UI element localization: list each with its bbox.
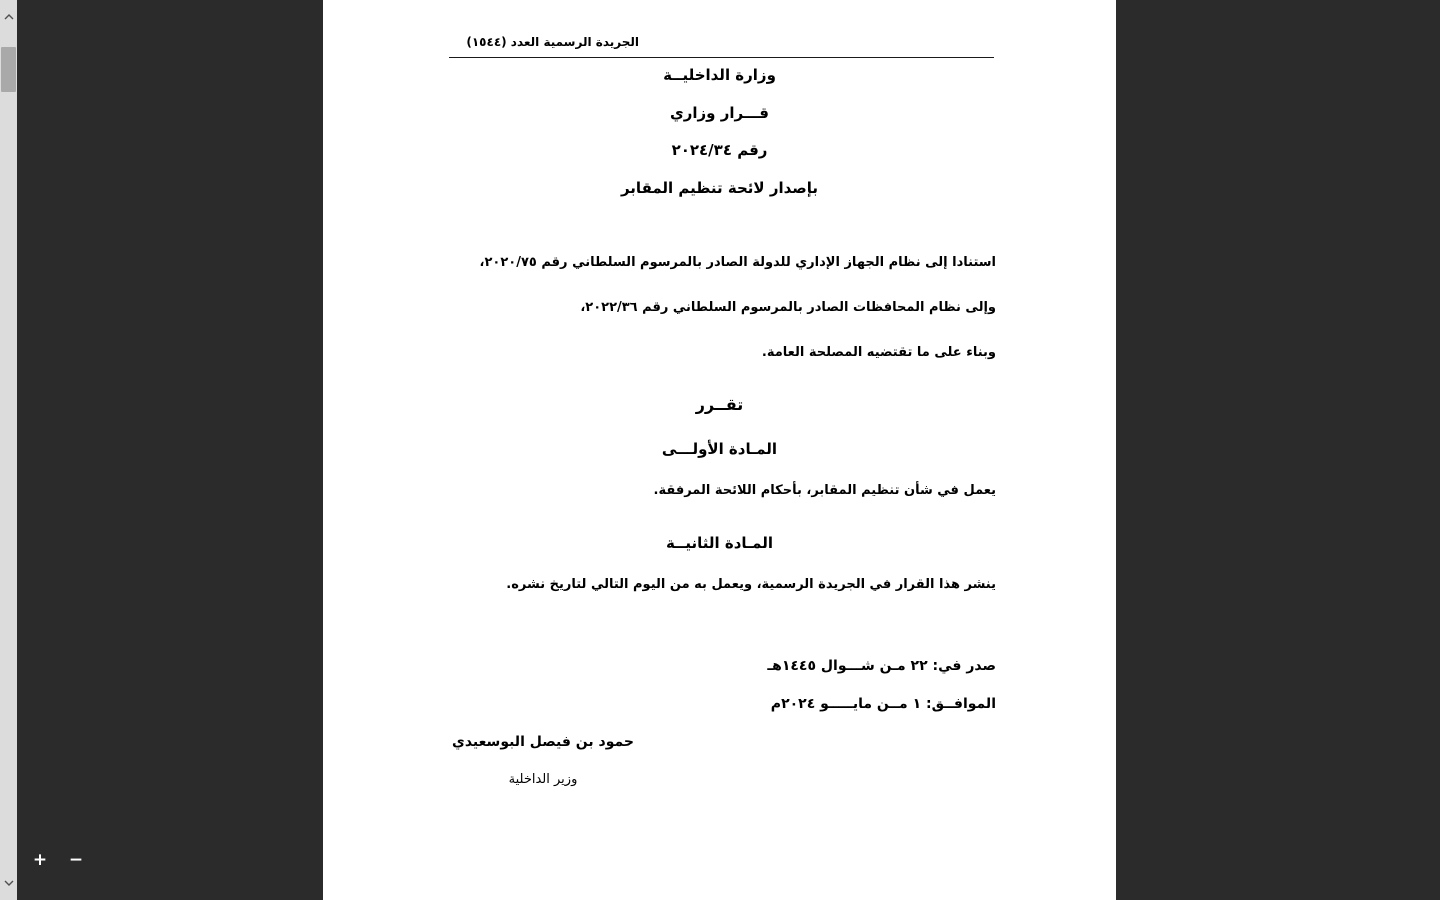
decision-number: رقم ٢٠٢٤/٣٤ bbox=[671, 141, 768, 159]
vertical-scrollbar[interactable] bbox=[0, 0, 17, 900]
article-2-text: ينشر هذا القرار في الجريدة الرسمية، ويعمل به من اليوم التالي لتاريخ نشره. bbox=[506, 577, 996, 592]
decision-type: قـــرار وزاري bbox=[669, 104, 770, 122]
preamble-line-2: وإلى نظام المحافظات الصادر بالمرسوم السلطاني رقم ٢٠٢٢/٣٦، bbox=[580, 300, 996, 315]
document-page bbox=[323, 0, 1116, 900]
article-1-text: يعمل في شأن تنظيم المقابر، بأحكام اللائحة المرفقة. bbox=[653, 483, 996, 498]
preamble-line-1: استنادا إلى نظام الجهاز الإداري للدولة الصادر بالمرسوم السلطاني رقم ٢٠٢٠/٧٥، bbox=[479, 255, 996, 270]
ministry-heading: وزارة الداخليــة bbox=[663, 66, 776, 84]
zoom-in-button[interactable]: + bbox=[32, 850, 48, 870]
minister-title: وزير الداخلية bbox=[508, 772, 578, 787]
minister-name: حمود بن فيصل البوسعيدي bbox=[452, 734, 634, 750]
article-1-title: المـادة الأولـــى bbox=[661, 440, 778, 458]
chevron-up-icon[interactable] bbox=[0, 8, 17, 25]
issued-date: صدر في: ٢٢ مـن شـــوال ١٤٤٥هـ bbox=[767, 658, 996, 674]
running-header bbox=[449, 33, 994, 58]
decision-subject: بإصدار لائحة تنظيم المقابر bbox=[620, 179, 819, 197]
decides-heading: تقــرر bbox=[695, 395, 744, 414]
corresponding-date: الموافــق: ١ مــن مايـــــو ٢٠٢٤م bbox=[770, 696, 996, 712]
chevron-down-icon[interactable] bbox=[0, 875, 17, 892]
running-header-text: الجريدة الرسمية العدد (١٥٤٤) bbox=[466, 35, 639, 49]
scrollbar-thumb[interactable] bbox=[1, 47, 16, 92]
preamble-line-3: وبناء على ما تقتضيه المصلحة العامة. bbox=[761, 345, 996, 360]
article-2-title: المـادة الثانيــة bbox=[666, 534, 773, 552]
zoom-out-button[interactable]: − bbox=[68, 850, 84, 870]
